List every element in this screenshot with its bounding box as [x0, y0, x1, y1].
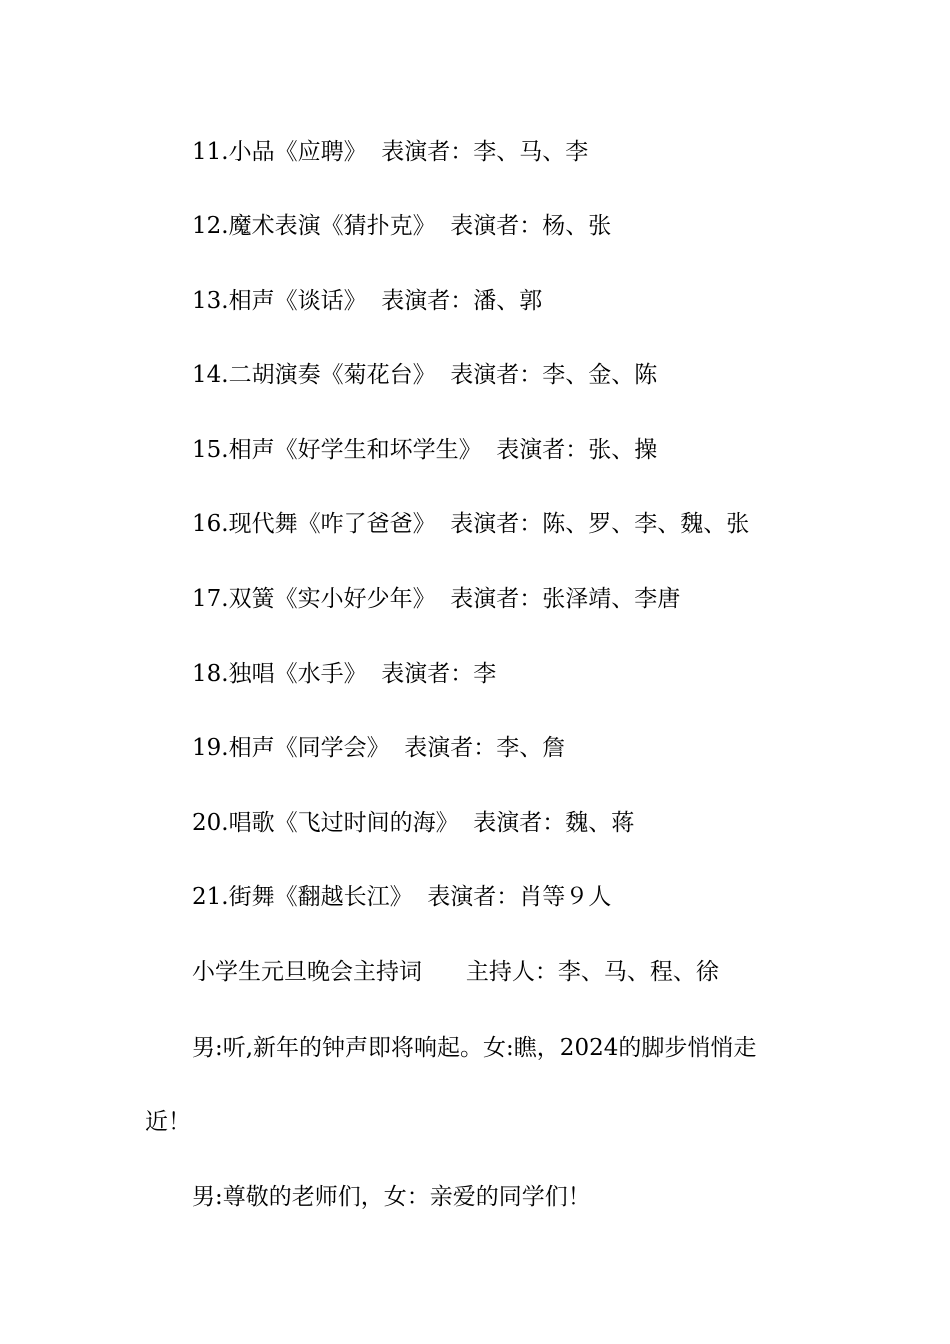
program-item-14: 14.二胡演奏《菊花台》 表演者：李、金、陈	[192, 362, 658, 388]
program-item-21: 21.街舞《翻越长江》 表演者：肖等９人	[192, 884, 612, 910]
dialogue-line-2: 男:尊敬的老师们，女：亲爱的同学们！	[192, 1184, 591, 1210]
script-title: 小学生元旦晚会主持词 主持人：李、马、程、徐	[192, 959, 719, 985]
program-item-18: 18.独唱《水手》 表演者：李	[192, 661, 497, 687]
program-item-11: 11.小品《应聘》 表演者：李、马、李	[192, 139, 589, 165]
program-item-12: 12.魔术表演《猜扑克》 表演者：杨、张	[192, 213, 612, 239]
program-item-20: 20.唱歌《飞过时间的海》 表演者：魏、蒋	[192, 810, 635, 836]
program-item-17: 17.双簧《实小好少年》 表演者：张泽靖、李唐	[192, 586, 681, 612]
program-item-15: 15.相声《好学生和坏学生》 表演者：张、操	[192, 437, 658, 463]
dialogue-line-1: 男:听,新年的钟声即将响起。女:瞧，2024的脚步悄悄走	[192, 1035, 757, 1061]
program-item-16: 16.现代舞《咋了爸爸》 表演者：陈、罗、李、魏、张	[192, 511, 750, 537]
program-item-19: 19.相声《同学会》 表演者：李、詹	[192, 735, 566, 761]
dialogue-line-1-continued: 近！	[145, 1109, 191, 1135]
program-item-13: 13.相声《谈话》 表演者：潘、郭	[192, 288, 543, 314]
